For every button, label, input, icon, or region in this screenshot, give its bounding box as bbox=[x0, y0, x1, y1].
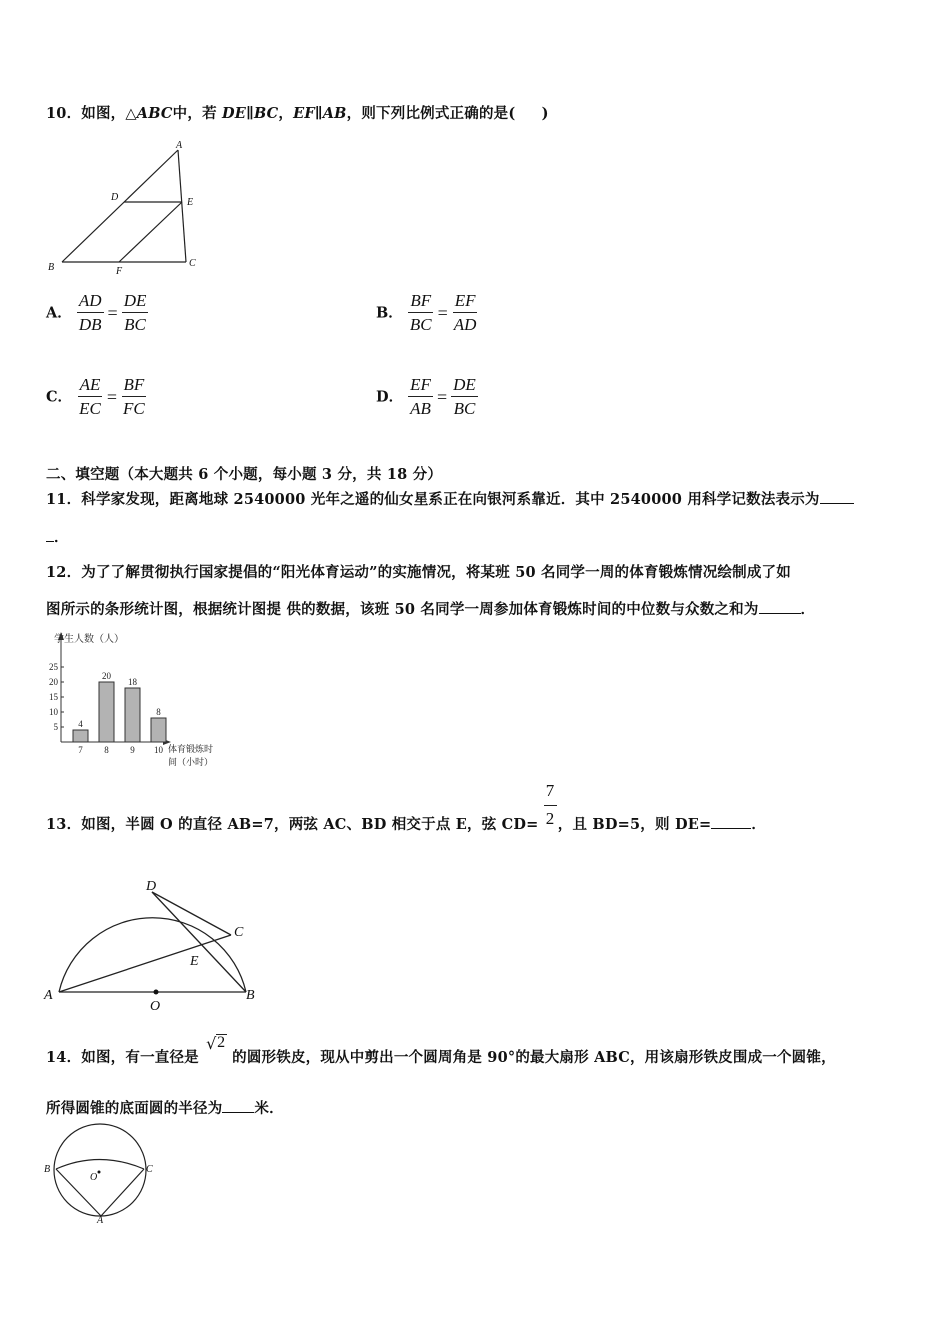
center-dot bbox=[98, 1171, 101, 1174]
fraction: $\frac{DE}{BC}$ bbox=[453, 375, 476, 418]
fraction: $\frac{EF}{AD}$ bbox=[453, 291, 477, 334]
x-axis-label: 体育锻炼时 bbox=[168, 744, 214, 754]
label-b: B bbox=[246, 988, 255, 1003]
label-c: C bbox=[234, 925, 244, 940]
q14-line2: 所得圆锥的底面圆的半径为 米． bbox=[46, 1100, 284, 1117]
bar bbox=[73, 730, 88, 742]
fraction: $\frac{DE}{BC}$ bbox=[123, 291, 147, 334]
label-o: O bbox=[90, 1172, 98, 1183]
x-tick-label: 7 bbox=[78, 745, 83, 755]
q11-line2: ． bbox=[46, 526, 69, 547]
q10-option-a[interactable]: A． $\frac{AD}{DB}$ = $\frac{DE}{BC}$ bbox=[46, 291, 147, 334]
y-tick-label: 10 bbox=[49, 707, 58, 717]
segment-ac bbox=[178, 150, 186, 262]
label-b: B bbox=[48, 262, 55, 273]
y-tick-label: 20 bbox=[49, 677, 58, 687]
label-a: A bbox=[44, 988, 53, 1003]
y-axis-label: 学生人数（人） bbox=[54, 634, 124, 645]
bar bbox=[99, 682, 114, 742]
bar-data-label: 20 bbox=[102, 671, 111, 681]
q10-option-b[interactable]: B． $\frac{BF}{BC}$ = $\frac{EF}{AD}$ bbox=[376, 291, 477, 334]
sqrt-2: √ 2 bbox=[206, 1034, 226, 1053]
fraction-7-2: $\frac{7}{2}$ bbox=[544, 813, 558, 829]
x-axis-label-2: 间（小时） bbox=[168, 757, 214, 767]
sector-edge-ac bbox=[101, 1169, 144, 1216]
bar-data-label: 4 bbox=[78, 719, 83, 729]
fraction: $\frac{BF}{BC}$ bbox=[409, 291, 432, 334]
label-c: C bbox=[189, 258, 196, 269]
segment-ba bbox=[62, 150, 178, 262]
label-d: D bbox=[146, 879, 157, 894]
q10-option-d[interactable]: D． $\frac{EF}{AB}$ = $\frac{DE}{BC}$ bbox=[376, 375, 476, 418]
semicircle-arc bbox=[59, 918, 246, 992]
label-e: E bbox=[190, 954, 199, 969]
q10-stem: 10．如图，△ABC中，若 DE∥BC，EF∥AB，则下列比例式正确的是( ) bbox=[46, 105, 549, 122]
x-tick-label: 8 bbox=[104, 745, 109, 755]
bar bbox=[125, 688, 140, 742]
q10-option-c[interactable]: C． $\frac{AE}{EC}$ = $\frac{BF}{FC}$ bbox=[46, 375, 145, 418]
q14-circle-figure bbox=[40, 1122, 164, 1226]
fraction: $\frac{BF}{FC}$ bbox=[123, 375, 145, 418]
segment-fe bbox=[119, 202, 182, 262]
bar-data-label: 8 bbox=[156, 707, 161, 717]
label-e: E bbox=[187, 197, 194, 208]
fraction: $\frac{EF}{AB}$ bbox=[410, 375, 431, 418]
q13-semicircle-figure bbox=[40, 868, 262, 1014]
bar-data-label: 18 bbox=[128, 677, 137, 687]
q12-line1: 12．为了了解贯彻执行国家提倡的“阳光体育运动”的实施情况，将某班 50 名同学一周的体育锻炼情况绘制成了如 bbox=[46, 564, 791, 581]
q10-triangle-figure bbox=[44, 138, 214, 278]
q11-line1: 11．科学家发现，距离地球 2540000 光年之遥的仙女星系正在向银河系靠近．其中 2540000 用科学记数法表示为 bbox=[46, 488, 854, 509]
chord-bd bbox=[152, 892, 246, 992]
center-dot bbox=[154, 990, 159, 995]
label-f: F bbox=[116, 266, 123, 277]
q14-line1: 14．如图，有一直径是 √ 2 的圆形铁皮，现从中剪出一个圆周角是 90°的最大扇形 ABC，用该扇形铁皮围成一个圆锥， bbox=[46, 1034, 836, 1066]
label-a: A bbox=[176, 140, 183, 151]
label-d: D bbox=[111, 192, 119, 203]
section-title: 二、填空题（本大题共 6 个小题，每小题 3 分，共 18 分） bbox=[46, 466, 443, 483]
answer-blank[interactable] bbox=[820, 489, 854, 504]
outer-circle bbox=[54, 1124, 146, 1216]
label-b: B bbox=[44, 1164, 51, 1175]
q12-bar-chart bbox=[40, 628, 240, 776]
chord-ac bbox=[59, 935, 231, 992]
q12-line2: 图所示的条形统计图，根据统计图提 供的数据，该班 50 名同学一周参加体育锻炼时间的中位数与众数之和为 ． bbox=[46, 601, 816, 618]
sector-arc bbox=[56, 1160, 144, 1170]
label-a: A bbox=[97, 1215, 104, 1226]
answer-blank[interactable] bbox=[759, 599, 801, 614]
y-tick-label: 25 bbox=[49, 662, 58, 672]
chord-cd bbox=[152, 892, 231, 935]
answer-blank[interactable] bbox=[222, 1098, 254, 1113]
x-tick-label: 9 bbox=[130, 745, 135, 755]
label-o: O bbox=[150, 999, 161, 1014]
fraction: $\frac{AE}{EC}$ bbox=[79, 375, 101, 418]
fraction: $\frac{AD}{DB}$ bbox=[78, 291, 102, 334]
label-c: C bbox=[146, 1164, 153, 1175]
x-tick-label: 10 bbox=[154, 745, 163, 755]
q13-stem: 13．如图，半圆 O 的直径 AB=7，两弦 AC、BD 相交于点 E，弦 CD= $\frac{7}{2}$ ，且 BD=5，则 DE= ． bbox=[46, 781, 767, 833]
answer-blank[interactable] bbox=[46, 527, 54, 542]
bar bbox=[151, 718, 166, 742]
answer-blank[interactable] bbox=[711, 814, 751, 829]
y-tick-label: 5 bbox=[53, 722, 58, 732]
y-tick-label: 15 bbox=[49, 692, 58, 702]
